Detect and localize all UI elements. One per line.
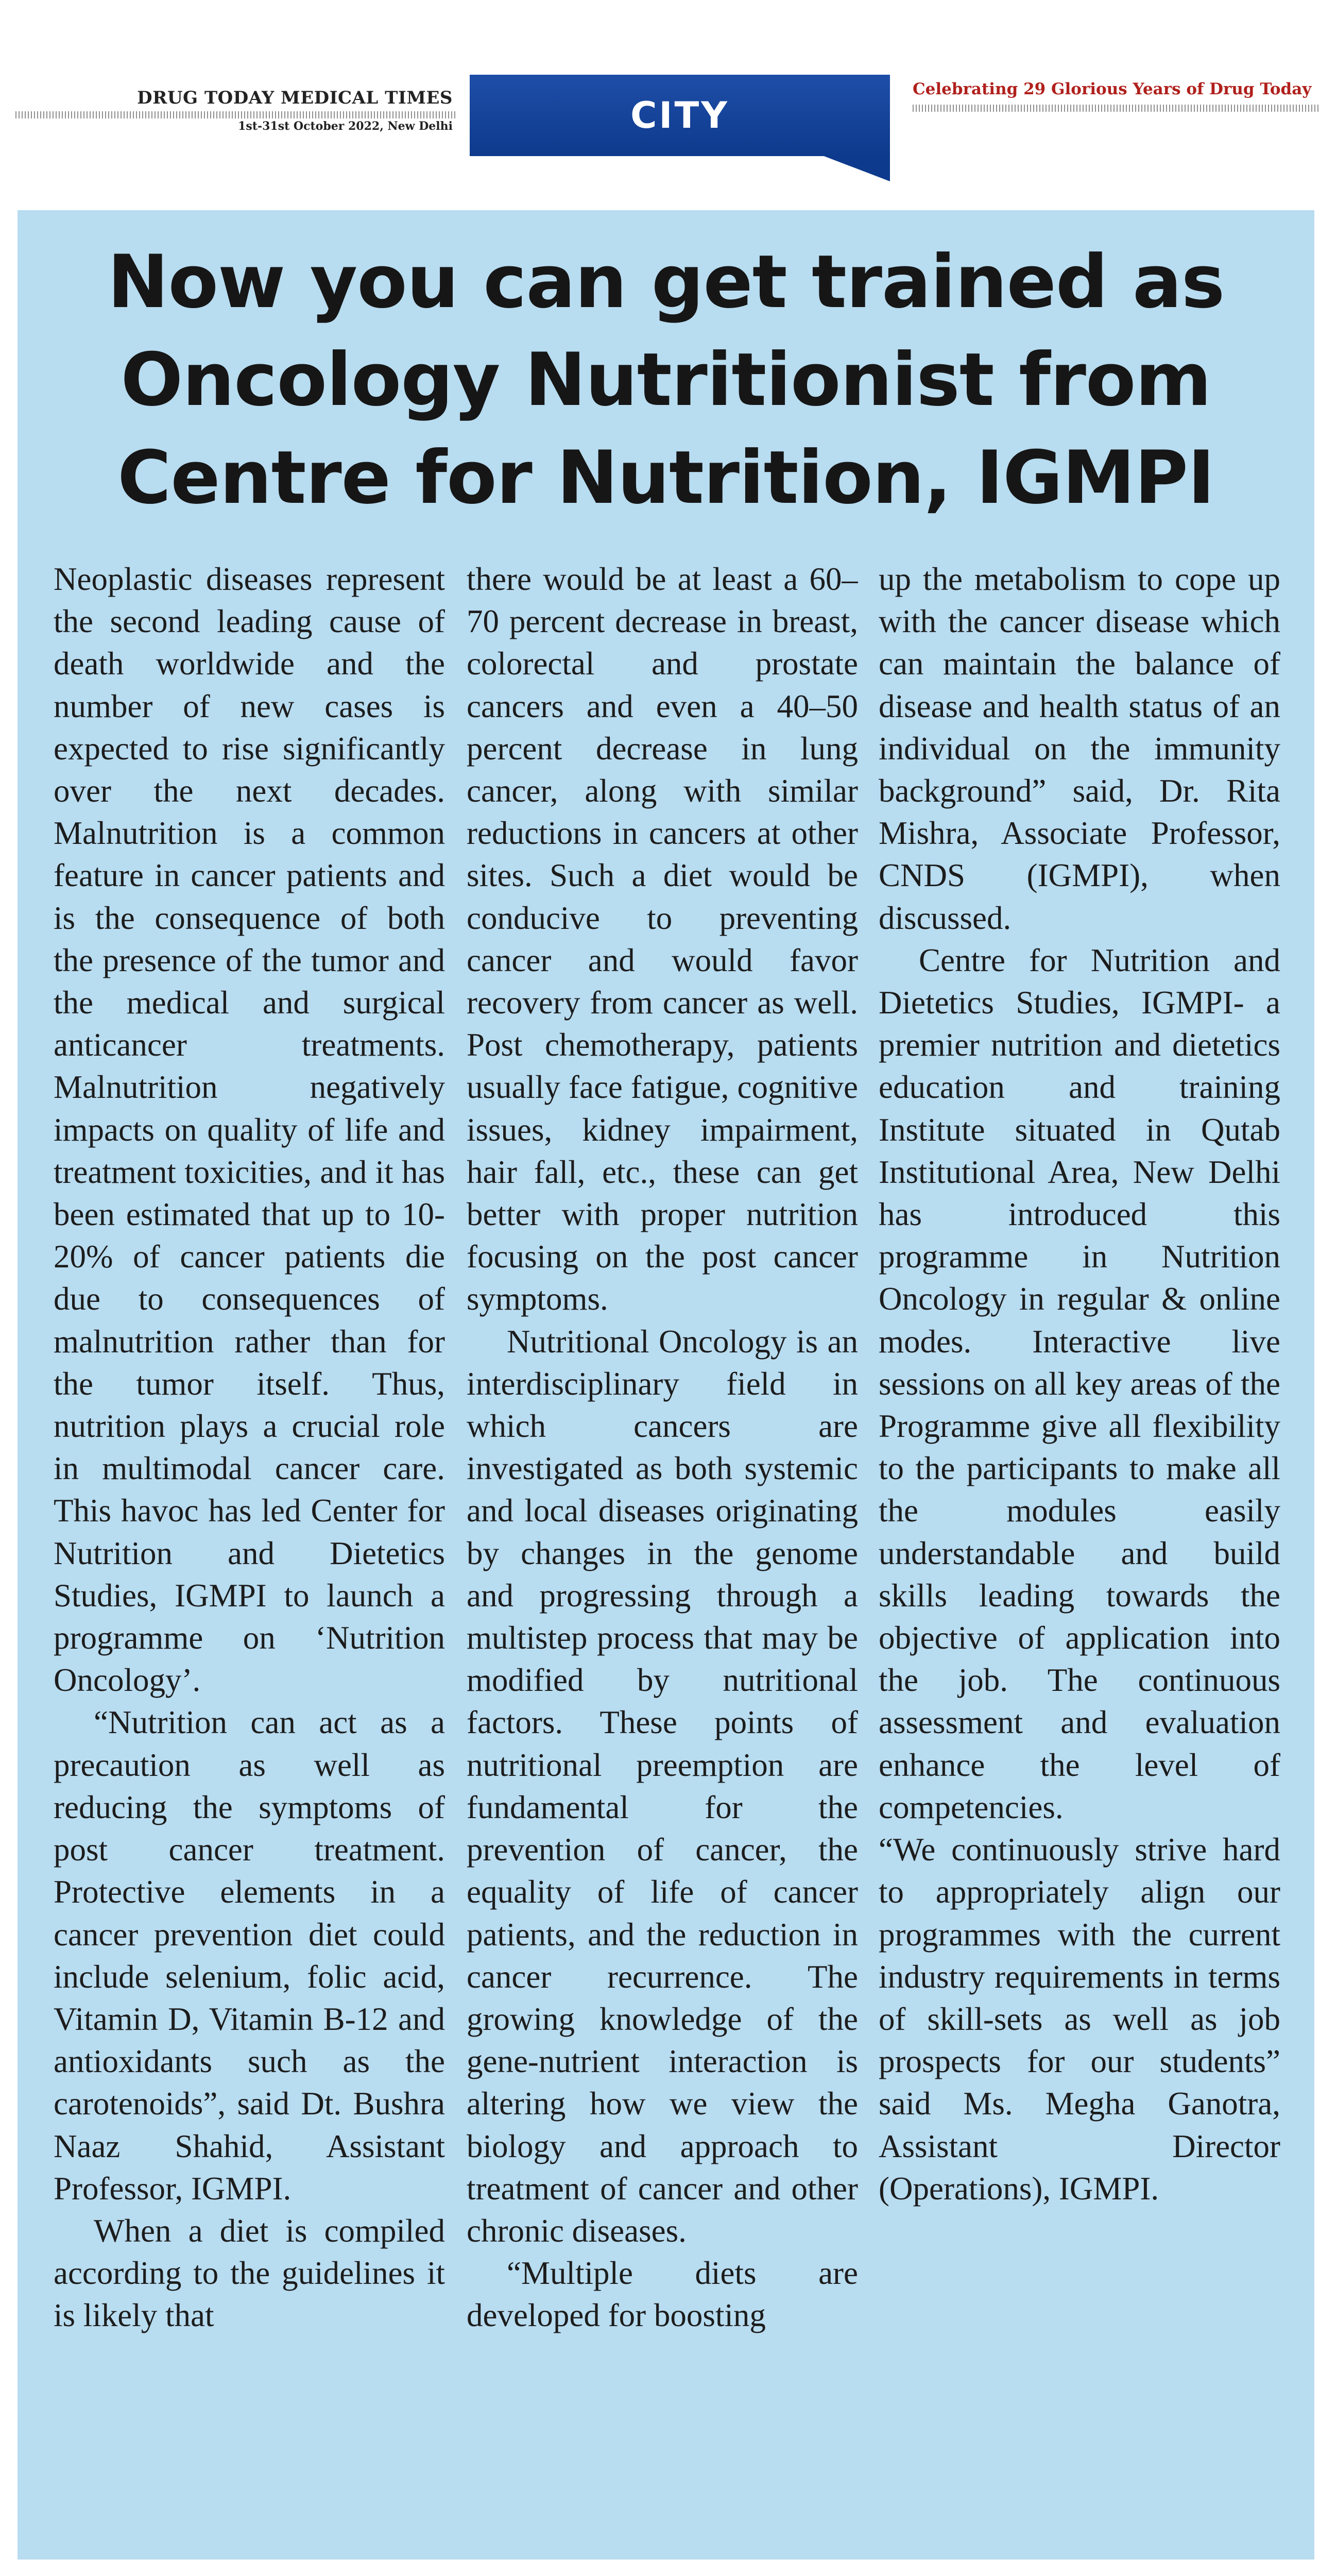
paragraph: When a diet is compiled according to the guidelines it is likely that — [54, 2212, 445, 2334]
article-column-2 — [467, 558, 858, 2536]
publication-name: DRUG TODAY MEDICAL TIMES — [137, 88, 453, 108]
dotted-rule — [15, 111, 456, 118]
dotted-rule — [913, 105, 1321, 112]
paragraph: “Multiple diets are developed for boosting — [467, 2255, 858, 2334]
article-column-1 — [54, 558, 445, 2536]
paragraph: Nutritional Oncology is an interdisciplinary field in which cancers are investigated as both systemic and local diseases originating by changes in the genome and progressing through a multistep process that may be modified by nutritional factors. These points of nutritional preemption are fundamental for the prevention of cancer, the equality of life of cancer patients, and the reduction in cancer recurrence. The growing knowledge of the gene-nutrient interaction is altering how we view the biology and approach to treatment of cancer and other chronic diseases. — [467, 1323, 858, 2249]
section-label: CITY — [630, 94, 729, 137]
headline-line: Centre for Nutrition, IGMPI — [117, 435, 1214, 520]
paragraph: “We continuously strive hard to appropriately align our programmes with the current industry requirements in terms of skill-sets as well as job prospects for our students” said Ms. Megha Ganotra, Assistant Director (Operations), IGMPI. — [879, 1832, 1280, 2207]
paragraph: Centre for Nutrition and Dietetics Studies, IGMPI- a premier nutrition and dietetics education and training Institute situated in Qutab Institutional Area, New Delhi has introduced this programme in Nutrition Oncology in regular & online modes. Interactive live sessions on all key areas of the Programme give all flexibility to the participants to make all the modules easily understandable and build skills leading towards the objective of application into the job. The continuous assessment and evaluation enhance the level of competencies. — [879, 942, 1280, 1825]
headline-line: Now you can get trained as — [107, 240, 1225, 325]
article-column-3 — [879, 558, 1280, 2536]
headline — [18, 233, 1314, 527]
paragraph: there would be at least a 60–70 percent decrease in breast, colorectal and prostate cancers and even a 40–50 percent decrease in lung cancer, along with similar reductions in cancers at other sites. Such a diet would be conducive to preventing cancer and would favor recovery from cancer as well. Post chemotherapy, patients usually face fatigue, cognitive issues, kidney impairment, hair fall, etc., these can get better with proper nutrition focusing on the post cancer symptoms. — [467, 561, 858, 1317]
publication-masthead — [15, 88, 456, 133]
article-panel — [18, 210, 1314, 2560]
headline-line: Oncology Nutritionist from — [121, 337, 1211, 422]
anniversary-banner — [913, 80, 1321, 112]
paragraph: Neoplastic diseases represent the second leading cause of death worldwide and the number of new cases is expected to rise significantly over the next decades. Malnutrition is a common feature in cancer patients and is the consequence of both the presence of the tumor and the medical and surgical anticancer treatments. Malnutrition negatively impacts on quality of life and treatment toxicities, and it has been estimated that up to 10-20% of cancer patients die due to consequences of malnutrition rather than for the tumor itself. Thus, nutrition plays a crucial role in multimodal cancer care. This havoc has led Center for Nutrition and Dietetics Studies, IGMPI to launch a programme on ‘Nutrition Oncology’. — [54, 561, 445, 1699]
section-tab — [470, 75, 890, 156]
issue-date: 1st-31st October 2022, New Delhi — [238, 120, 453, 133]
paragraph: up the metabolism to cope up with the cancer disease which can maintain the balance of disease and health status of an individual on the immunity background” said, Dr. Rita Mishra, Associate Professor, CNDS (IGMPI), when discussed. — [879, 561, 1280, 936]
paragraph: “Nutrition can act as a precaution as well as reducing the symptoms of post cancer treatment. Protective elements in a cancer prevention diet could include selenium, folic acid, Vitamin D, Vitamin B-12 and antioxidants such as the carotenoids”, said Dt. Bushra Naaz Shahid, Assistant Professor, IGMPI. — [54, 1704, 445, 2207]
section-tab-flag — [820, 155, 890, 181]
anniversary-tagline: Celebrating 29 Glorious Years of Drug Today — [913, 80, 1312, 98]
